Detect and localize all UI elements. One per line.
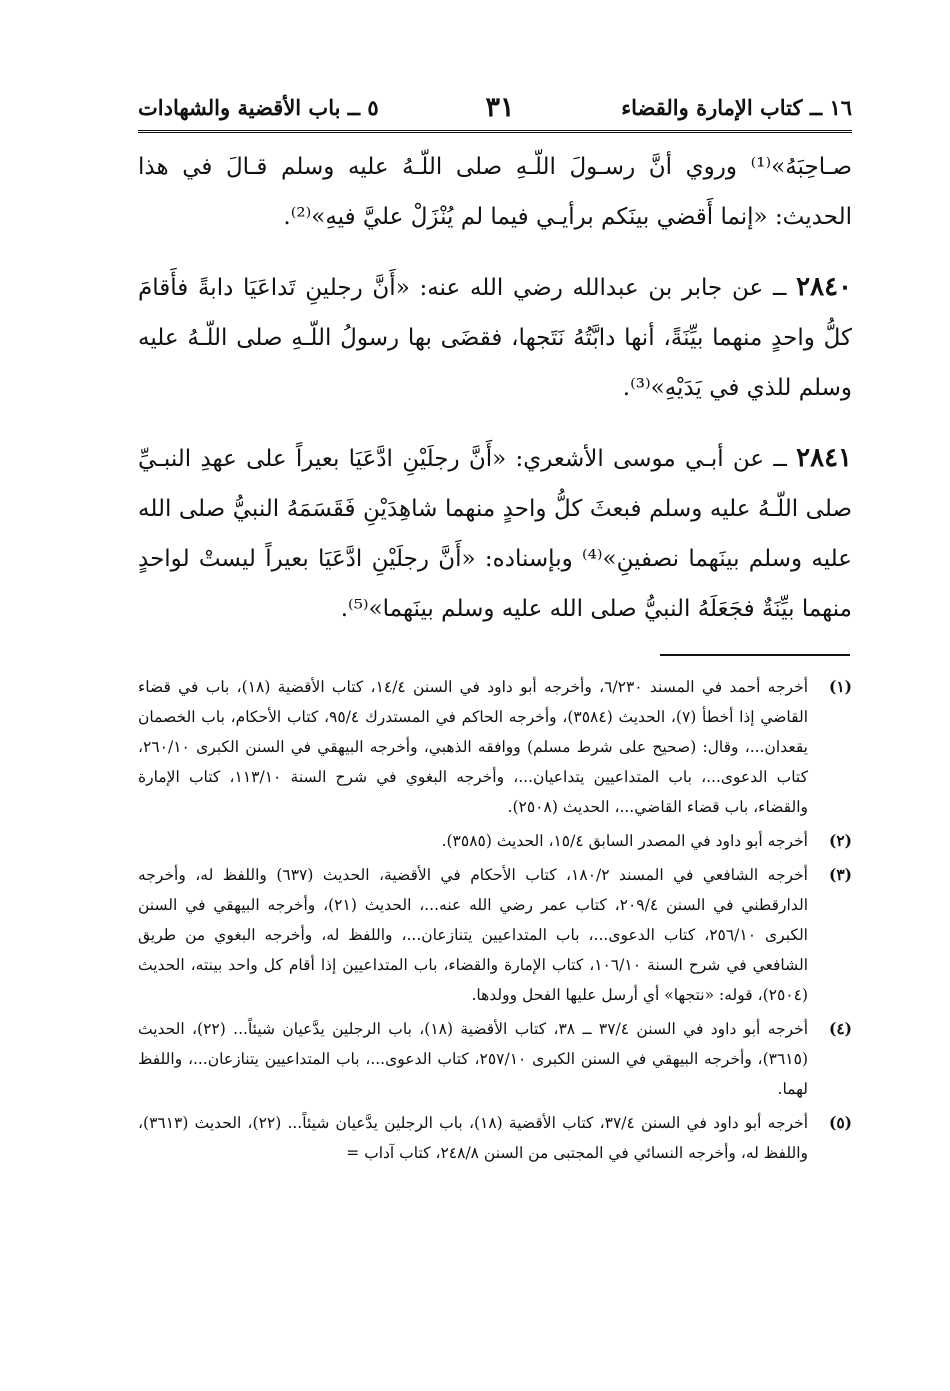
- footnote-number: (٥): [828, 1113, 852, 1132]
- footnote: [138, 672, 852, 822]
- hadith-number: ٢٨٤٠: [796, 272, 852, 302]
- page-number: ٣١: [485, 91, 515, 123]
- footnote-number: (١): [828, 677, 852, 696]
- footnote: [138, 1014, 852, 1104]
- footnote: [138, 826, 852, 856]
- footnote-divider: [660, 654, 850, 656]
- main-text: [138, 142, 852, 654]
- hadith-2841: [138, 433, 852, 634]
- footnote-number: (٣): [828, 865, 852, 884]
- footnote-text: أخرجه أبو داود في السنن ٣٧/٤ ــ ٣٨، كتاب الأقضية (١٨)، باب الرجلين يدَّعيان شيئاً... (٢٢)، الحديث (٣٦١٥)، وأخرجه البيهقي في السنن الكبرى ٢٥٧/١٠، كتاب الدعوى...، باب المتداعيين يتنازعان...، واللفظ لهما.: [138, 1020, 809, 1098]
- footnote-text: أخرجه الشافعي في المسند ١٨٠/٢، كتاب الأحكام في الأقضية، الحديث (٦٣٧) واللفظ له، وأخرجه الدارقطني في السنن ٢٠٩/٤، كتاب عمر رضي الله عنه...، الحديث (٢١)، وأخرجه البيهقي في السنن الكبرى ٢٥٦/١٠، كتاب الدعوى...، باب المتداعيين يتنازعان...، واللفظ له، وأخرجه البغوي من طريق الشافعي في شرح السنة ١٠٦/١٠، كتاب الإمارة والقضاء، باب المتداعيين إذا أقام كل واحد بينته، الحديث (٢٥٠٤)، قوله: «نتجها» أي أرسل عليها الفحل وولدها.: [138, 866, 809, 1004]
- footnote-text: أخرجه أحمد في المسند ٦/٢٣٠، وأخرجه أبو داود في السنن ١٤/٤، كتاب الأقضية (١٨)، باب في قضاء القاضي إذا أخطأ (٧)، الحديث (٣٥٨٤)، وأخرجه الحاكم في المستدرك ٩٥/٤، كتاب الأحكام، باب الخصمان يقعدان...، وقال: (صحيح على شرط مسلم) ووافقه الذهبي، وأخرجه البيهقي في السنن الكبرى ٢٦٠/١٠، كتاب الدعوى...، باب المتداعيين يتداعيان...، وأخرجه البغوي في شرح السنة ١١٣/١٠، كتاب الإمارة والقضاء، باب قضاء القاضي...، الحديث (٢٥٠٨).: [138, 678, 809, 816]
- header-chapter-title: ١٦ ــ كتاب الإمارة والقضاء: [621, 94, 852, 120]
- hadith-text: ــ عن أبـي موسى الأشعري: «أَنَّ رجلَيْنِ ادَّعَيَا بعيراً على عهدِ النبـيِّ صلى اللّـهُ عليه وسلم فبعثَ كلُّ واحدٍ منهما شاهِدَيْنِ فَقَسَمَهُ النبيُّ صلى الله عليه وسلم بينَهما نصفينِ»⁽⁴⁾ وبإسناده: «أَنَّ رجلَيْنِ ادَّعَيَا بعيراً ليستْ لواحدٍ منهما بيِّنَةٌ فجَعَلَهُ النبيُّ صلى الله عليه وسلم بينَهما»⁽⁵⁾.: [138, 446, 852, 622]
- hadith-text: ــ عن جابر بن عبدالله رضي الله عنه: «أَنَّ رجلينِ تَداعَيَا دابةً فأَقامَ كلُّ واحدٍ منهما بيِّنَةً، أنها دابَّتُهُ نَتَجها، فقضَى بها رسولُ اللّـهِ صلى اللّـهُ عليه وسلم للذي في يَدَيْهِ»⁽³⁾.: [138, 275, 852, 401]
- header-divider: [138, 130, 852, 133]
- footnote-text: أخرجه أبو داود في السنن ٣٧/٤، كتاب الأقضية (١٨)، باب الرجلين يدَّعيان شيئاً... (٢٢)، الحديث (٣٦١٣)، واللفظ له، وأخرجه النسائي في المجتبى من السنن ٢٤٨/٨، كتاب آداب =: [138, 1114, 809, 1162]
- running-header: [138, 86, 852, 128]
- footnote-number: (٤): [828, 1019, 852, 1038]
- footnotes: [138, 672, 852, 1172]
- footnote-text: أخرجه أبو داود في المصدر السابق ١٥/٤، الحديث (٣٥٨٥).: [441, 832, 808, 850]
- hadith-2840: [138, 262, 852, 413]
- header-section-title: ٥ ــ باب الأقضية والشهادات: [138, 94, 379, 120]
- footnote: [138, 1108, 852, 1168]
- footnote: [138, 860, 852, 1010]
- hadith-number: ٢٨٤١: [796, 443, 852, 473]
- footnote-number: (٢): [828, 831, 852, 850]
- intro-paragraph: صـاحِبَهُ»⁽¹⁾ وروي أنَّ رسـولَ اللّـهِ صلى اللّـهُ عليه وسلم قـالَ في هذا الحديث: «إنما أَقضي بينَكم برأيـي فيما لم يُنْزَلْ عليَّ فيهِ»⁽²⁾.: [138, 154, 852, 230]
